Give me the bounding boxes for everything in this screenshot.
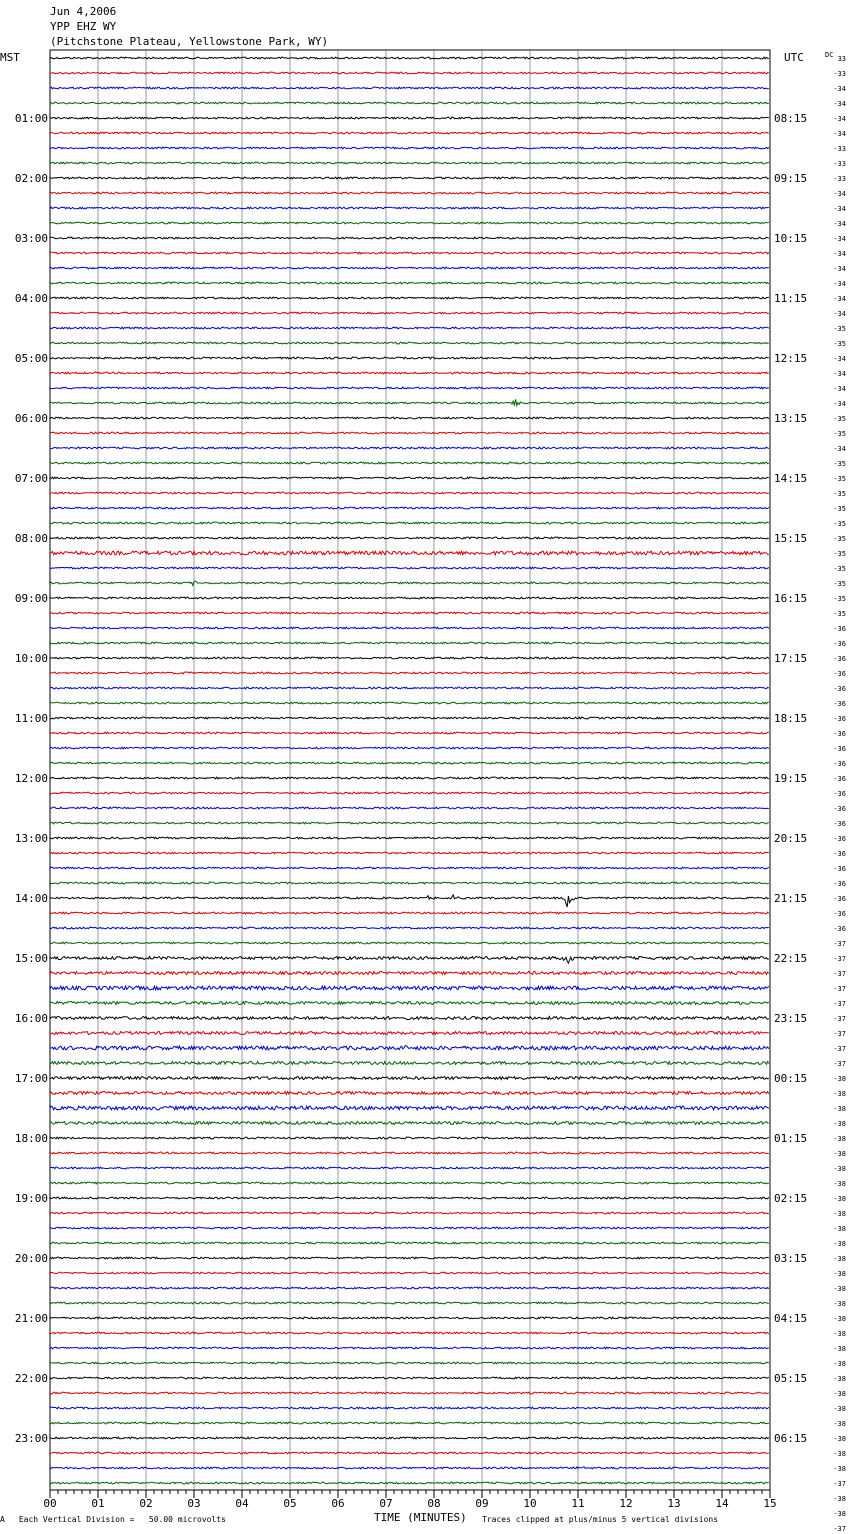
dc-offset-label: -34: [833, 445, 846, 453]
dc-offset-label: -38: [833, 1420, 846, 1428]
seismic-trace: [50, 237, 769, 239]
x-tick-label: 09: [475, 1497, 489, 1510]
seismic-trace: [50, 1437, 769, 1439]
dc-offset-label: -34: [833, 115, 846, 123]
x-tick-label: 08: [427, 1497, 441, 1510]
seismic-trace: [50, 267, 769, 269]
seismic-trace: [50, 1032, 769, 1035]
seismic-trace: [50, 72, 769, 74]
seismic-trace: [50, 1092, 769, 1095]
right-hour-label: 03:15: [774, 1252, 808, 1265]
right-hour-label: 01:15: [774, 1132, 808, 1145]
seismic-trace: [50, 627, 769, 629]
dc-offset-label: -35: [833, 550, 846, 558]
dc-offset-label: -34: [833, 295, 846, 303]
dc-offset-label: -37: [833, 1030, 846, 1038]
dc-offset-label: -34: [833, 280, 846, 288]
right-hour-label: 18:15: [774, 712, 808, 725]
seismic-trace: [50, 102, 769, 104]
left-hour-label: 03:00: [14, 232, 48, 245]
seismic-trace: [50, 702, 769, 704]
x-tick-label: 14: [715, 1497, 729, 1510]
seismic-trace: [50, 807, 769, 809]
dc-offset-label: -37: [833, 1000, 846, 1008]
seismic-trace: [50, 612, 769, 614]
left-hour-label: 15:00: [14, 952, 48, 965]
seismic-trace: [50, 1106, 769, 1110]
left-hour-label: 18:00: [14, 1132, 48, 1145]
dc-offset-label: -36: [833, 925, 846, 933]
right-hour-label: 11:15: [774, 292, 808, 305]
dc-offset-label: -38: [833, 1150, 846, 1158]
dc-offset-label: -36: [833, 730, 846, 738]
dc-offset-label: -35: [833, 520, 846, 528]
right-hour-label: 22:15: [774, 952, 808, 965]
dc-offset-label: -38: [833, 1180, 846, 1188]
seismic-trace: [50, 1317, 769, 1319]
dc-offset-label: -37: [833, 1015, 846, 1023]
footer-scale-text: Each Vertical Division = 50.00 microvolts: [18, 1515, 226, 1524]
dc-offset-label: -36: [833, 880, 846, 888]
dc-offset-label: -38: [833, 1405, 846, 1413]
dc-offset-label: -38: [833, 1165, 846, 1173]
dc-offset-label: -38: [833, 1255, 846, 1263]
seismic-trace: [50, 672, 769, 674]
seismic-trace: [50, 1392, 769, 1394]
seismic-trace: [50, 732, 769, 734]
dc-offset-label: -38: [833, 1360, 846, 1368]
seismic-trace: [50, 912, 769, 914]
dc-offset-label: -35: [833, 340, 846, 348]
dc-offset-label: -38: [833, 1195, 846, 1203]
seismic-trace: [50, 342, 769, 344]
dc-offset-label: -38: [833, 1450, 846, 1458]
x-tick-label: 01: [91, 1497, 105, 1510]
dc-offset-label: -36: [833, 850, 846, 858]
seismic-trace: [50, 372, 769, 374]
seismic-trace: [50, 432, 769, 434]
dc-offset-label: -38: [833, 1285, 846, 1293]
right-hour-label: 17:15: [774, 652, 808, 665]
seismic-trace: [50, 1407, 769, 1409]
seismic-trace: [50, 747, 769, 749]
seismic-trace: [50, 1242, 769, 1244]
seismic-trace: [50, 687, 769, 689]
x-tick-label: 05: [283, 1497, 297, 1510]
dc-offset-label: -34: [833, 235, 846, 243]
seismic-trace: [50, 927, 769, 929]
right-hour-label: 02:15: [774, 1192, 808, 1205]
seismic-trace: [50, 971, 769, 974]
left-hour-label: 13:00: [14, 832, 48, 845]
dc-offset-label: -36: [833, 805, 846, 813]
station-label: YPP EHZ WY: [50, 20, 117, 33]
seismic-trace: [50, 417, 769, 419]
x-tick-label: 02: [139, 1497, 153, 1510]
dc-offset-label: -35: [833, 430, 846, 438]
dc-offset-label: -38: [833, 1090, 846, 1098]
seismic-trace: [50, 147, 769, 149]
dc-offset-label: -38: [833, 1345, 846, 1353]
seismic-trace: [50, 297, 769, 299]
seismic-trace: [50, 282, 769, 284]
right-hour-label: 23:15: [774, 1012, 808, 1025]
dc-offset-label: -36: [833, 625, 846, 633]
right-hour-label: 19:15: [774, 772, 808, 785]
seismic-trace: [50, 1182, 769, 1184]
dc-offset-label: -37: [833, 955, 846, 963]
dc-offset-label: -33: [833, 175, 846, 183]
seismic-trace: [50, 1017, 769, 1020]
seismic-trace: [50, 252, 769, 254]
seismic-trace: [50, 1377, 769, 1379]
dc-offset-label: -36: [833, 790, 846, 798]
seismic-trace: [50, 132, 769, 134]
dc-offset-label: -33: [833, 145, 846, 153]
dc-offset-label: -36: [833, 835, 846, 843]
dc-offset-label: -36: [833, 700, 846, 708]
dc-offset-label: -38: [833, 1510, 846, 1518]
dc-offset-label: -34: [833, 220, 846, 228]
dc-offset-label: -37: [833, 1525, 846, 1533]
dc-offset-label: -38: [833, 1075, 846, 1083]
seismic-trace: [50, 882, 769, 884]
seismic-trace: [50, 597, 769, 599]
seismic-trace: [50, 822, 769, 824]
seismic-trace: [50, 387, 769, 389]
dc-offset-label: -36: [833, 775, 846, 783]
seismic-trace: [50, 87, 769, 89]
seismic-trace: [50, 477, 769, 479]
seismic-trace: [50, 1272, 769, 1274]
dc-offset-label: -35: [833, 580, 846, 588]
seismic-trace: [50, 1062, 769, 1065]
x-tick-label: 11: [571, 1497, 585, 1510]
seismic-trace: [50, 207, 769, 209]
dc-label: DC: [825, 51, 834, 59]
x-tick-label: 12: [619, 1497, 633, 1510]
right-hour-label: 13:15: [774, 412, 808, 425]
dc-offset-label: -38: [833, 1105, 846, 1113]
left-hour-label: 02:00: [14, 172, 48, 185]
dc-offset-label: -36: [833, 640, 846, 648]
dc-offset-label: -34: [833, 130, 846, 138]
mst-axis-label: MST: [0, 51, 20, 64]
x-tick-label: 04: [235, 1497, 249, 1510]
dc-offset-label: -34: [833, 190, 846, 198]
dc-offset-label: -35: [833, 325, 846, 333]
footer-clip-note: Traces clipped at plus/minus 5 vertical divisions: [482, 1515, 719, 1524]
seismic-trace: [50, 852, 769, 854]
left-hour-label: 23:00: [14, 1432, 48, 1445]
seismic-trace: [50, 1212, 769, 1214]
seismic-trace: [50, 581, 769, 585]
location-label: (Pitchstone Plateau, Yellowstone Park, WY): [50, 35, 329, 48]
dc-offset-label: -38: [833, 1465, 846, 1473]
dc-offset-label: -37: [833, 1045, 846, 1053]
seismic-trace: [50, 717, 769, 719]
dc-offset-label: -37: [833, 1480, 846, 1488]
seismic-trace: [50, 1362, 769, 1364]
dc-offset-label: -37: [833, 970, 846, 978]
seismic-trace: [50, 792, 769, 794]
seismic-trace: [50, 522, 769, 524]
footer-mark: A: [0, 1515, 5, 1524]
seismic-trace: [50, 1167, 769, 1169]
seismic-trace: [50, 1077, 769, 1080]
left-hour-label: 10:00: [14, 652, 48, 665]
x-tick-label: 03: [187, 1497, 201, 1510]
seismic-trace: [50, 957, 769, 964]
seismic-trace: [50, 1287, 769, 1289]
seismic-trace: [50, 867, 769, 869]
dc-offset-label: -36: [833, 865, 846, 873]
dc-offset-label: -37: [833, 940, 846, 948]
dc-offset-label: -35: [833, 490, 846, 498]
left-hour-label: 20:00: [14, 1252, 48, 1265]
left-hour-label: 05:00: [14, 352, 48, 365]
right-hour-label: 15:15: [774, 532, 808, 545]
dc-offset-label: -35: [833, 535, 846, 543]
seismic-trace: [50, 492, 769, 494]
seismic-trace: [50, 1002, 769, 1005]
dc-offset-label: -34: [833, 370, 846, 378]
seismic-trace: [50, 57, 769, 59]
dc-offset-label: -38: [833, 1120, 846, 1128]
dc-offset-label: -36: [833, 760, 846, 768]
seismic-trace: [50, 1482, 769, 1484]
left-hour-label: 06:00: [14, 412, 48, 425]
seismic-trace: [50, 1152, 769, 1154]
x-tick-label: 06: [331, 1497, 345, 1510]
dc-offset-label: -34: [833, 85, 846, 93]
right-hour-label: 20:15: [774, 832, 808, 845]
right-hour-label: 00:15: [774, 1072, 808, 1085]
seismic-trace: [50, 507, 769, 509]
dc-offset-label: -34: [833, 355, 846, 363]
seismic-trace: [50, 447, 769, 449]
dc-offset-label: -38: [833, 1300, 846, 1308]
seismic-trace: [50, 192, 769, 194]
dc-offset-label: -36: [833, 655, 846, 663]
left-hour-label: 11:00: [14, 712, 48, 725]
dc-offset-label: -35: [833, 505, 846, 513]
seismic-trace: [50, 1227, 769, 1229]
dc-offset-label: -35: [833, 460, 846, 468]
x-tick-label: 00: [43, 1497, 57, 1510]
dc-offset-label: -33: [833, 160, 846, 168]
seismic-trace: [50, 312, 769, 314]
left-hour-label: 07:00: [14, 472, 48, 485]
dc-offset-label: -38: [833, 1495, 846, 1503]
left-hour-label: 17:00: [14, 1072, 48, 1085]
seismic-trace: [50, 567, 769, 569]
seismic-trace: [50, 762, 769, 764]
dc-offset-label: -36: [833, 670, 846, 678]
dc-offset-label: -38: [833, 1210, 846, 1218]
seismic-trace: [50, 942, 769, 944]
dc-offset-label: -34: [833, 265, 846, 273]
x-tick-label: 13: [667, 1497, 681, 1510]
dc-offset-label: -38: [833, 1375, 846, 1383]
seismic-trace: [50, 642, 769, 644]
dc-offset-label: -36: [833, 685, 846, 693]
seismic-trace: [50, 1122, 769, 1125]
dc-offset-label: -37: [833, 985, 846, 993]
dc-offset-label: -35: [833, 475, 846, 483]
date-label: Jun 4,2006: [50, 5, 117, 18]
seismic-trace: [50, 537, 769, 539]
dc-offset-label: -36: [833, 895, 846, 903]
dc-offset-label: -36: [833, 715, 846, 723]
right-hour-label: 08:15: [774, 112, 808, 125]
x-tick-label: 15: [763, 1497, 777, 1510]
dc-offset-label: -38: [833, 1135, 846, 1143]
left-hour-label: 12:00: [14, 772, 48, 785]
dc-offset-label: -38: [833, 1390, 846, 1398]
left-hour-label: 01:00: [14, 112, 48, 125]
dc-offset-label: -35: [833, 415, 846, 423]
seismic-trace: [50, 1257, 769, 1259]
seismic-trace: [50, 1302, 769, 1304]
seismic-trace: [50, 1197, 769, 1199]
dc-offset-label: -37: [833, 1060, 846, 1068]
dc-offset-label: -38: [833, 1330, 846, 1338]
x-tick-label: 07: [379, 1497, 393, 1510]
right-hour-label: 06:15: [774, 1432, 808, 1445]
seismic-trace: [50, 1452, 769, 1454]
left-hour-label: 08:00: [14, 532, 48, 545]
dc-offset-label: -36: [833, 910, 846, 918]
dc-offset-label: -34: [833, 310, 846, 318]
left-hour-label: 22:00: [14, 1372, 48, 1385]
right-hour-label: 14:15: [774, 472, 808, 485]
seismic-trace: [50, 551, 769, 555]
seismic-trace: [50, 986, 769, 990]
seismic-trace: [50, 222, 769, 224]
right-hour-label: 09:15: [774, 172, 808, 185]
dc-offset-label: -34: [833, 205, 846, 213]
dc-offset-label: -36: [833, 745, 846, 753]
utc-axis-label: UTC: [784, 51, 804, 64]
dc-offset-label: -38: [833, 1315, 846, 1323]
seismic-trace: [50, 162, 769, 164]
seismic-trace: [50, 657, 769, 659]
left-hour-label: 19:00: [14, 1192, 48, 1205]
x-tick-label: 10: [523, 1497, 537, 1510]
dc-offset-label: -34: [833, 100, 846, 108]
dc-offset-label: 33: [837, 55, 846, 63]
right-hour-label: 16:15: [774, 592, 808, 605]
dc-offset-label: -34: [833, 250, 846, 258]
right-hour-label: 04:15: [774, 1312, 808, 1325]
right-hour-label: 10:15: [774, 232, 808, 245]
seismic-trace: [50, 1422, 769, 1424]
seismic-trace: [50, 1332, 769, 1334]
left-hour-label: 16:00: [14, 1012, 48, 1025]
seismic-trace: [50, 837, 769, 839]
seismic-trace: [50, 177, 769, 179]
dc-offset-label: -34: [833, 385, 846, 393]
dc-offset-label: -33: [833, 70, 846, 78]
dc-offset-label: -35: [833, 565, 846, 573]
seismic-trace: [50, 399, 769, 405]
dc-offset-label: -35: [833, 610, 846, 618]
left-hour-label: 21:00: [14, 1312, 48, 1325]
left-hour-label: 04:00: [14, 292, 48, 305]
dc-offset-label: -38: [833, 1240, 846, 1248]
right-hour-label: 05:15: [774, 1372, 808, 1385]
seismic-trace: [50, 777, 769, 779]
right-hour-label: 21:15: [774, 892, 808, 905]
dc-offset-label: -38: [833, 1270, 846, 1278]
seismic-trace: [50, 327, 769, 329]
seismic-trace: [50, 117, 769, 119]
seismic-trace: [50, 895, 769, 907]
right-hour-label: 12:15: [774, 352, 808, 365]
seismic-trace: [50, 1137, 769, 1139]
x-axis-label: TIME (MINUTES): [374, 1511, 467, 1524]
footer-scale-note: [0, 1515, 226, 1524]
seismic-trace: [50, 1467, 769, 1469]
left-hour-label: 09:00: [14, 592, 48, 605]
dc-offset-label: -35: [833, 595, 846, 603]
dc-offset-label: -34: [833, 400, 846, 408]
dc-offset-label: -38: [833, 1225, 846, 1233]
seismic-trace: [50, 462, 769, 464]
dc-offset-label: -38: [833, 1435, 846, 1443]
seismic-trace: [50, 1046, 769, 1050]
left-hour-label: 14:00: [14, 892, 48, 905]
seismic-trace: [50, 357, 769, 359]
dc-offset-label: -36: [833, 820, 846, 828]
seismic-trace: [50, 1347, 769, 1349]
